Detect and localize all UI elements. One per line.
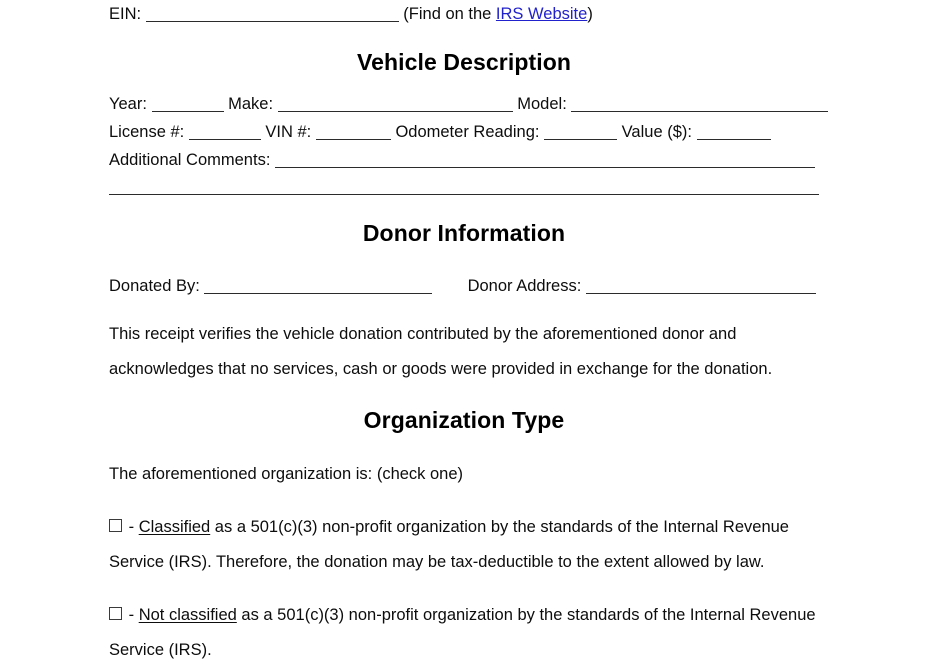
checkbox-classified[interactable] xyxy=(109,519,122,532)
organization-option-not-classified xyxy=(109,598,819,668)
receipt-statement: This receipt verifies the vehicle donation contributed by the aforementioned donor and acknowledges that no services, cash or goods were provided in exchange for the donation. xyxy=(109,325,773,378)
additional-comments-label: Additional Comments: xyxy=(109,151,271,169)
heading-organization-type: Organization Type xyxy=(363,407,565,433)
spacer-prompt-option1 xyxy=(109,492,819,510)
spacer-fields-paragraph xyxy=(109,300,819,317)
donor-address-blank-field[interactable] xyxy=(586,281,816,294)
donated-by-label: Donated By: xyxy=(109,277,200,295)
option-not-classified-emphasis: Not classified xyxy=(138,606,237,624)
value-blank-field[interactable] xyxy=(697,127,771,140)
document-content xyxy=(109,0,819,668)
vehicle-row-additional-comments xyxy=(109,146,819,174)
make-label: Make: xyxy=(228,95,274,113)
vehicle-row-year-make-model xyxy=(109,90,819,118)
checkbox-not-classified[interactable] xyxy=(109,607,122,620)
spacer-org-heading-prompt xyxy=(109,435,819,457)
ein-label: EIN: xyxy=(109,5,142,23)
license-label: License #: xyxy=(109,123,185,141)
ein-blank-field[interactable] xyxy=(146,9,399,22)
option-classified-text: as a 501(c)(3) non-profit organization by the standards of the Internal Revenue Service (IRS). Therefore, the donation may be tax-deductible to the extent allowed by law. xyxy=(109,518,789,571)
donor-row-donated-by-address xyxy=(109,272,819,300)
model-blank-field[interactable] xyxy=(571,99,828,112)
ein-row xyxy=(109,0,819,28)
heading-vehicle-description: Vehicle Description xyxy=(356,49,572,75)
spacer-before-org-heading xyxy=(109,387,819,405)
donated-by-blank-field[interactable] xyxy=(204,281,432,294)
option-not-classified-dash: - xyxy=(128,606,135,624)
make-blank-field[interactable] xyxy=(278,99,513,112)
option-not-classified-text: as a 501(c)(3) non-profit organization by the standards of the Internal Revenue Service (IRS). xyxy=(109,606,816,659)
year-label: Year: xyxy=(109,95,147,113)
model-label: Model: xyxy=(517,95,567,113)
spacer-ein-heading xyxy=(109,28,819,47)
option-classified-emphasis: Classified xyxy=(138,518,211,536)
spacer-heading-fields xyxy=(109,77,819,90)
license-blank-field[interactable] xyxy=(189,127,261,140)
donor-address-label: Donor Address: xyxy=(467,277,582,295)
ein-suffix-open: (Find on the xyxy=(403,5,496,23)
vin-blank-field[interactable] xyxy=(316,127,391,140)
spacer-donor-heading-fields xyxy=(109,248,819,272)
organization-type-prompt: The aforementioned organization is: (check one) xyxy=(109,465,464,483)
value-label: Value ($): xyxy=(621,123,692,141)
spacer-option1-option2 xyxy=(109,580,819,598)
spacer-before-rule xyxy=(109,174,819,194)
ein-suffix-close: ) xyxy=(587,5,593,23)
spacer-before-donor-heading xyxy=(109,195,819,218)
vehicle-row-license-vin-odometer-value xyxy=(109,118,819,146)
year-blank-field[interactable] xyxy=(152,99,224,112)
odometer-blank-field[interactable] xyxy=(544,127,617,140)
additional-comments-blank-field[interactable] xyxy=(275,155,815,168)
heading-donor-information: Donor Information xyxy=(362,220,566,246)
odometer-label: Odometer Reading: xyxy=(395,123,540,141)
option-classified-dash: - xyxy=(128,518,135,536)
vin-label: VIN #: xyxy=(265,123,312,141)
irs-website-link[interactable]: IRS Website xyxy=(495,5,588,23)
organization-option-classified xyxy=(109,510,819,580)
